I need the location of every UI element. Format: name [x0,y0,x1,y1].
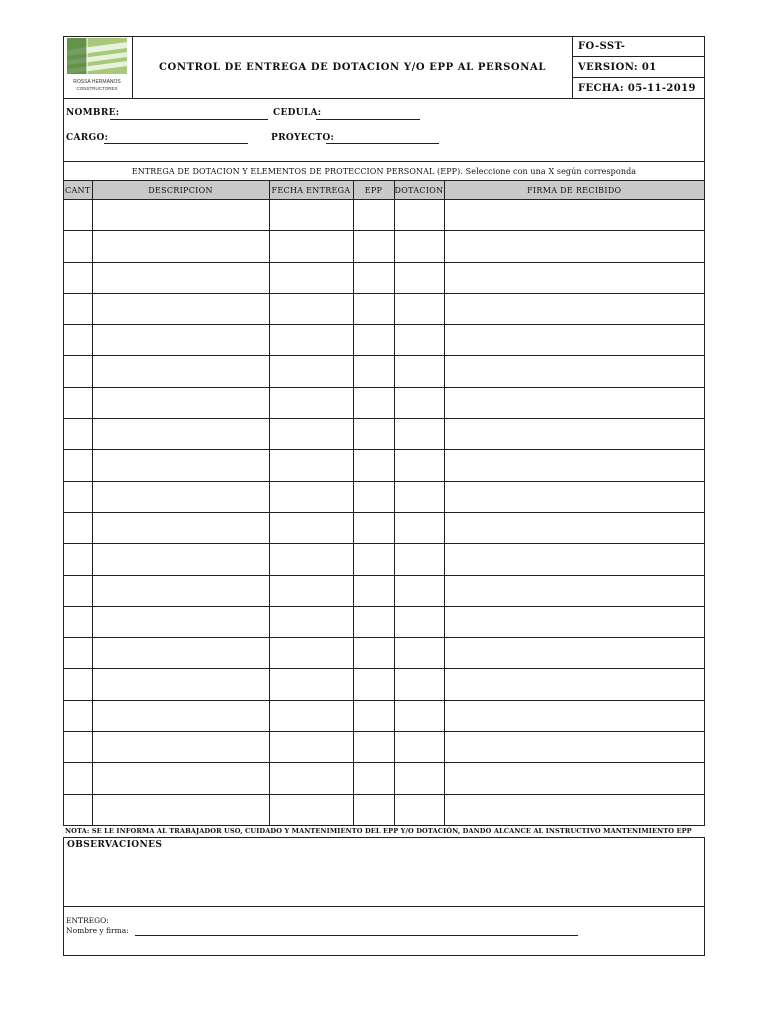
col-epp: EPP [353,181,394,200]
cell-cant[interactable] [64,794,92,825]
cell-descripcion[interactable] [92,231,269,262]
cell-fecha-entrega[interactable] [269,481,353,512]
cell-firma[interactable] [444,638,704,669]
cell-cant[interactable] [64,262,92,293]
observaciones-label: OBSERVACIONES [67,840,163,850]
cell-firma[interactable] [444,231,704,262]
cell-dotacion[interactable] [394,700,444,731]
cedula-field[interactable] [316,119,420,120]
signature-line[interactable] [135,935,578,936]
col-fecha-entrega: FECHA ENTREGA [269,181,353,200]
cedula-label: CEDULA: [273,108,322,118]
form-date [573,78,705,99]
cell-fecha-entrega[interactable] [269,575,353,606]
cell-cant[interactable] [64,325,92,356]
cell-descripcion[interactable] [92,606,269,637]
cell-firma[interactable] [444,700,704,731]
cell-dotacion[interactable] [394,262,444,293]
table-row [64,606,704,637]
company-logo [63,36,133,99]
table-row [64,638,704,669]
cell-descripcion[interactable] [92,763,269,794]
cell-dotacion[interactable] [394,231,444,262]
cell-fecha-entrega[interactable] [269,638,353,669]
cell-cant[interactable] [64,512,92,543]
proyecto-field[interactable] [326,143,439,144]
cell-epp[interactable] [353,231,394,262]
proyecto-label: PROYECTO: [271,133,335,143]
cell-fecha-entrega[interactable] [269,356,353,387]
table-row [64,293,704,324]
cell-descripcion[interactable] [92,419,269,450]
cell-fecha-entrega[interactable] [269,450,353,481]
cell-firma[interactable] [444,544,704,575]
cell-dotacion[interactable] [394,325,444,356]
cell-descripcion[interactable] [92,262,269,293]
logo-text-1: ROSSA HERMANOS [73,79,121,85]
cell-fecha-entrega[interactable] [269,544,353,575]
cell-dotacion[interactable] [394,638,444,669]
form-date-text: FECHA: 05-11-2019 [578,83,696,94]
cell-dotacion[interactable] [394,544,444,575]
cell-epp[interactable] [353,200,394,231]
cell-cant[interactable] [64,481,92,512]
table-section-title-text: ENTREGA DE DOTACION Y ELEMENTOS DE PROTECCION PERSONAL (EPP). Seleccione con una X según corresponda [131,166,637,176]
maintenance-note: NOTA: SE LE INFORMA AL TRABAJADOR USO, CUIDADO Y MANTENIMIENTO DEL EPP Y/O DOTACIÓN, DANDO ALCANCE AL INSTRUCTIVO MANTENIMIENTO EPP [65,827,692,835]
cell-cant[interactable] [64,387,92,418]
nombre-field[interactable] [110,119,268,120]
cell-epp[interactable] [353,356,394,387]
table-row [64,794,704,825]
entrego-label: ENTREGO: [66,916,109,925]
cell-fecha-entrega[interactable] [269,669,353,700]
employee-info-section [63,99,705,162]
cell-dotacion[interactable] [394,669,444,700]
table-row [64,419,704,450]
cell-epp[interactable] [353,606,394,637]
cell-epp[interactable] [353,700,394,731]
cell-descripcion[interactable] [92,638,269,669]
cell-descripcion[interactable] [92,356,269,387]
cell-dotacion[interactable] [394,763,444,794]
nombre-firma-label: Nombre y firma: [66,926,129,935]
cell-cant[interactable] [64,356,92,387]
cell-epp[interactable] [353,732,394,763]
table-section-title [64,162,704,181]
cell-epp[interactable] [353,325,394,356]
form-code-text: FO-SST- [578,40,626,52]
table-row [64,387,704,418]
epp-table-section [63,162,705,826]
cell-cant[interactable] [64,419,92,450]
cell-descripcion[interactable] [92,669,269,700]
cell-fecha-entrega[interactable] [269,293,353,324]
cell-dotacion[interactable] [394,732,444,763]
cell-firma[interactable] [444,325,704,356]
cell-firma[interactable] [444,512,704,543]
cell-dotacion[interactable] [394,450,444,481]
building-logo-icon [63,36,132,98]
table-body [64,200,704,826]
cell-fecha-entrega[interactable] [269,262,353,293]
form-title-text: CONTROL DE ENTREGA DE DOTACION Y/O EPP AL PERSONAL [159,62,546,73]
cell-cant[interactable] [64,575,92,606]
cell-cant[interactable] [64,450,92,481]
cell-epp[interactable] [353,763,394,794]
table-row [64,231,704,262]
cell-descripcion[interactable] [92,794,269,825]
nombre-label: NOMBRE: [66,108,120,118]
cell-fecha-entrega[interactable] [269,325,353,356]
cell-fecha-entrega[interactable] [269,606,353,637]
cell-descripcion[interactable] [92,481,269,512]
cell-fecha-entrega[interactable] [269,419,353,450]
cell-descripcion[interactable] [92,450,269,481]
table-row [64,481,704,512]
cell-dotacion[interactable] [394,387,444,418]
cell-fecha-entrega[interactable] [269,512,353,543]
cell-cant[interactable] [64,732,92,763]
cell-fecha-entrega[interactable] [269,200,353,231]
cell-descripcion[interactable] [92,387,269,418]
col-descripcion: DESCRIPCION [92,181,269,200]
cell-cant[interactable] [64,200,92,231]
table-row [64,356,704,387]
cell-descripcion[interactable] [92,544,269,575]
cell-descripcion[interactable] [92,732,269,763]
cell-epp[interactable] [353,450,394,481]
cell-epp[interactable] [353,794,394,825]
table-row [64,512,704,543]
cell-firma[interactable] [444,450,704,481]
cell-firma[interactable] [444,794,704,825]
table-row [64,200,704,231]
cell-descripcion[interactable] [92,575,269,606]
cargo-field[interactable] [104,143,248,144]
cell-firma[interactable] [444,293,704,324]
cell-cant[interactable] [64,638,92,669]
table-row [64,450,704,481]
table-row [64,732,704,763]
cell-fecha-entrega[interactable] [269,387,353,418]
cell-fecha-entrega[interactable] [269,231,353,262]
cell-firma[interactable] [444,763,704,794]
table-row [64,763,704,794]
cell-descripcion[interactable] [92,700,269,731]
col-dotacion: DOTACION [394,181,444,200]
logo-text-2: CONSTRUCTORES [76,86,118,91]
cell-epp[interactable] [353,481,394,512]
cell-dotacion[interactable] [394,200,444,231]
cell-firma[interactable] [444,732,704,763]
table-row [64,575,704,606]
cell-dotacion[interactable] [394,606,444,637]
cell-dotacion[interactable] [394,794,444,825]
form-code [573,36,705,57]
form-version-text: VERSION: 01 [578,61,657,73]
cell-epp[interactable] [353,387,394,418]
cell-epp[interactable] [353,544,394,575]
cell-cant[interactable] [64,763,92,794]
table-row [64,325,704,356]
cell-descripcion[interactable] [92,293,269,324]
observaciones-box[interactable] [63,837,705,907]
table-header-row [64,181,704,200]
table-row [64,669,704,700]
cell-firma[interactable] [444,200,704,231]
cell-firma[interactable] [444,575,704,606]
cell-epp[interactable] [353,575,394,606]
cell-epp[interactable] [353,262,394,293]
cell-firma[interactable] [444,481,704,512]
cell-cant[interactable] [64,606,92,637]
table-row [64,262,704,293]
col-firma: FIRMA DE RECIBIDO [444,181,704,200]
cell-cant[interactable] [64,669,92,700]
col-cant: CANT [64,181,92,200]
cell-dotacion[interactable] [394,481,444,512]
cell-firma[interactable] [444,356,704,387]
cell-fecha-entrega[interactable] [269,700,353,731]
signature-section [63,907,705,956]
cell-descripcion[interactable] [92,200,269,231]
cell-cant[interactable] [64,293,92,324]
cell-epp[interactable] [353,419,394,450]
cell-dotacion[interactable] [394,512,444,543]
form-version [573,57,705,78]
cell-epp[interactable] [353,638,394,669]
form-title [133,36,573,99]
cell-dotacion[interactable] [394,419,444,450]
cell-dotacion[interactable] [394,356,444,387]
cell-firma[interactable] [444,262,704,293]
cell-dotacion[interactable] [394,575,444,606]
epp-delivery-table [64,181,704,826]
cell-fecha-entrega[interactable] [269,763,353,794]
cell-epp[interactable] [353,669,394,700]
cell-epp[interactable] [353,293,394,324]
cell-firma[interactable] [444,606,704,637]
cell-cant[interactable] [64,544,92,575]
cargo-label: CARGO: [66,133,109,143]
cell-fecha-entrega[interactable] [269,732,353,763]
cell-cant[interactable] [64,700,92,731]
cell-descripcion[interactable] [92,325,269,356]
cell-fecha-entrega[interactable] [269,794,353,825]
cell-firma[interactable] [444,419,704,450]
cell-firma[interactable] [444,387,704,418]
cell-descripcion[interactable] [92,512,269,543]
cell-cant[interactable] [64,231,92,262]
cell-dotacion[interactable] [394,293,444,324]
table-row [64,544,704,575]
cell-firma[interactable] [444,669,704,700]
cell-epp[interactable] [353,512,394,543]
table-row [64,700,704,731]
